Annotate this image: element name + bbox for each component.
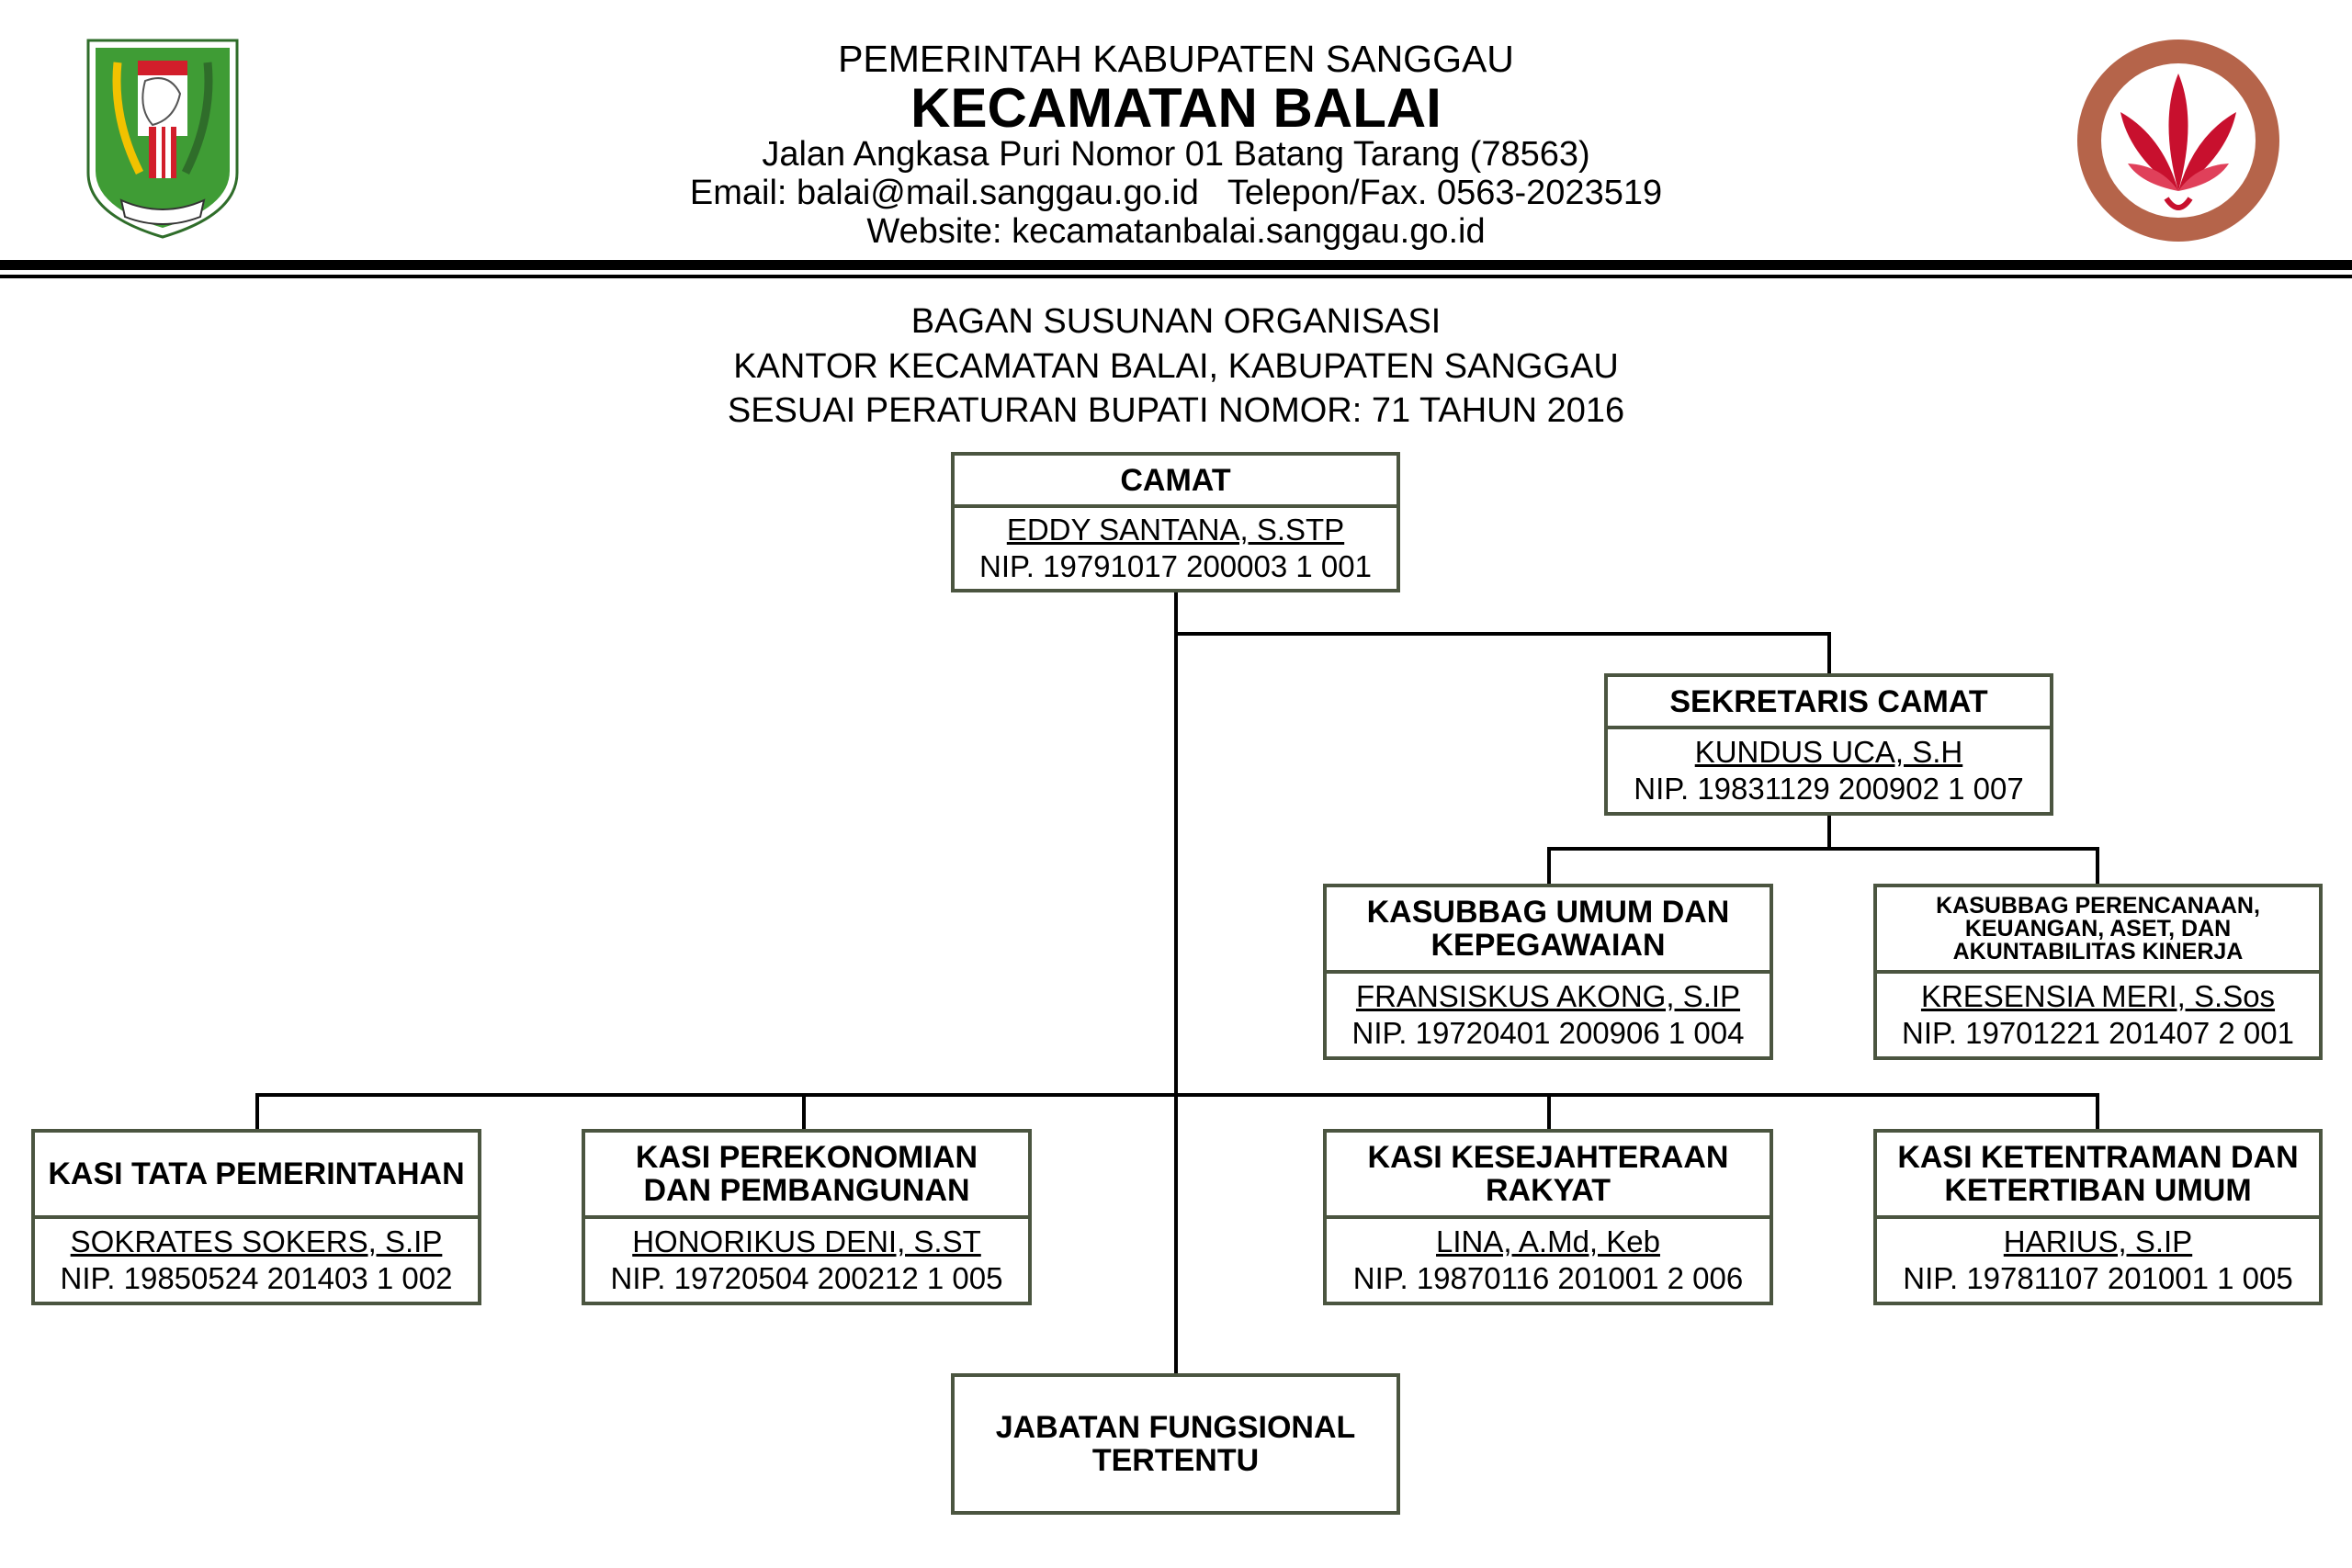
official-nip: NIP. 19720401 200906 1 004 (1351, 1016, 1745, 1050)
connector-kasi-ekbang-drop (802, 1093, 806, 1130)
official-name: KUNDUS UCA, S.H (1694, 735, 1963, 769)
box-title (585, 1133, 1028, 1219)
box-title-line: KASI TATA PEMERINTAHAN (48, 1156, 465, 1191)
box-sekretaris-camat (1604, 673, 2053, 816)
letterhead-office-name: KECAMATAN BALAI (910, 77, 1442, 139)
connector-kasubbag-h (1547, 847, 2099, 851)
official-name: HONORIKUS DENI, S.ST (632, 1224, 981, 1258)
official-nip: NIP. 19791017 200003 1 001 (979, 549, 1372, 583)
connector-sekcam-down (1827, 816, 1831, 851)
chart-title-line-1: BAGAN SUSUNAN ORGANISASI (910, 302, 1442, 341)
box-kasubbag-perencanaan (1873, 884, 2323, 1060)
official-nip: NIP. 19831129 200902 1 007 (1634, 772, 2024, 806)
connector-kasubbag-umum-drop (1547, 847, 1551, 886)
box-kasi-ketentraman (1873, 1129, 2323, 1305)
connector-camat-trunk (1174, 592, 1178, 1374)
chart-title-line-2: KANTOR KECAMATAN BALAI, KABUPATEN SANGGAU (733, 347, 1619, 386)
official-name: HARIUS, S.IP (2003, 1224, 2193, 1258)
box-title-line: KEPEGAWAIAN (1430, 928, 1666, 963)
box-title: CAMAT (955, 456, 1396, 508)
official-name: SOKRATES SOKERS, S.IP (70, 1224, 443, 1258)
box-kasi-perekonomian (582, 1129, 1032, 1305)
box-title-line: AKUNTABILITAS KINERJA (1952, 938, 2244, 964)
box-title (1877, 887, 2319, 974)
official-nip: NIP. 19701221 201407 2 001 (1902, 1016, 2294, 1050)
box-kasi-tata-pemerintahan (31, 1129, 481, 1305)
official-nip: NIP. 19720504 200212 1 005 (610, 1261, 1003, 1295)
box-title-line: KEUANGAN, ASET, DAN (1964, 915, 2232, 942)
letterhead-rule-thick (0, 260, 2352, 270)
box-jabatan-fungsional (951, 1373, 1400, 1515)
official-nip: NIP. 19781107 201001 1 005 (1903, 1261, 2293, 1295)
box-title (1877, 1133, 2319, 1219)
box-title-line: KASUBBAG PERENCANAAN, (1936, 892, 2260, 919)
box-kasubbag-umum (1323, 884, 1773, 1060)
letterhead-website: Website: kecamatanbalai.sanggau.go.id (866, 212, 1486, 251)
chart-title-line-3: SESUAI PERATURAN BUPATI NOMOR: 71 TAHUN 2016 (727, 391, 1625, 430)
box-title-line: KASI PEREKONOMIAN (635, 1140, 978, 1175)
box-title-line: JABATAN FUNGSIONAL (995, 1410, 1356, 1445)
box-kasi-kesejahteraan (1323, 1129, 1773, 1305)
box-camat (951, 452, 1400, 592)
official-nip: NIP. 19870116 201001 2 006 (1352, 1261, 1744, 1295)
connector-kasi-kesra-drop (1547, 1093, 1551, 1130)
box-title (1327, 1133, 1770, 1219)
official-name: EDDY SANTANA, S.STP (1006, 513, 1345, 547)
connector-sekcam-drop (1827, 632, 1831, 675)
box-title-line: KASI KESEJAHTERAAN (1367, 1140, 1729, 1175)
connector-kasi-tapem-drop (255, 1093, 259, 1130)
official-name: KRESENSIA MERI, S.Sos (1920, 979, 2276, 1013)
box-title-line: DAN PEMBANGUNAN (643, 1173, 970, 1208)
letterhead-rule-thin (0, 275, 2352, 278)
connector-kasi-trantib-drop (2096, 1093, 2099, 1130)
box-title (35, 1133, 478, 1219)
box-title-line: KETERTIBAN UMUM (1944, 1173, 2252, 1208)
connector-camat-to-sekcam-h (1174, 632, 1831, 636)
letterhead-line-1: PEMERINTAH KABUPATEN SANGGAU (838, 38, 1514, 80)
letterhead-address: Jalan Angkasa Puri Nomor 01 Batang Tarang (78563) (762, 135, 1590, 174)
box-title: SEKRETARIS CAMAT (1608, 677, 2050, 729)
connector-kasi-h (255, 1093, 2099, 1097)
connector-kasubbag-perencanaan-drop (2096, 847, 2099, 886)
box-title-line: KASI KETENTRAMAN DAN (1897, 1140, 2299, 1175)
letterhead-contact: Email: balai@mail.sanggau.go.id Telepon/Fax. 0563-2023519 (689, 174, 1663, 212)
official-name: FRANSISKUS AKONG, S.IP (1355, 979, 1741, 1013)
official-nip: NIP. 19850524 201403 1 002 (60, 1261, 453, 1295)
box-title (1327, 887, 1770, 974)
box-title-line: KASUBBAG UMUM DAN (1366, 895, 1730, 930)
box-title-line: TERTENTU (1091, 1443, 1260, 1478)
official-name: LINA, A.Md, Keb (1436, 1224, 1660, 1258)
box-title-line: RAKYAT (1485, 1173, 1611, 1208)
